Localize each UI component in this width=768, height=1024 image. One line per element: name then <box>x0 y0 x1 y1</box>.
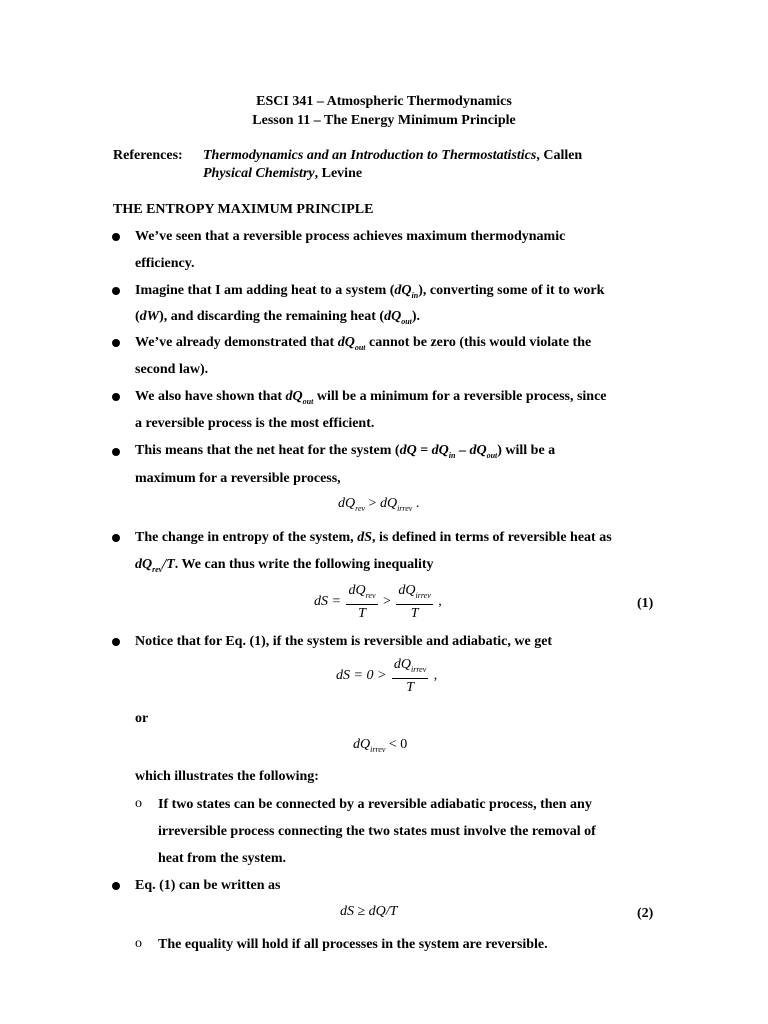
sub-bullet-1-line-3: heat from the system. <box>158 851 287 866</box>
bullet-6-line-2: $dQ_{rev}/T$. We can thus write the following inequality <box>135 557 434 574</box>
sub-bullet-icon: o <box>135 796 142 811</box>
bullet-2-line-1: Imagine that I am adding heat to a system $(dQ_{in})$, converting some of it to work <box>135 283 605 300</box>
equation-1: dS = $\frac{dQ_{rev}}{T}$ > $\frac{dQ_{irrev}}{T}$ , <box>314 583 442 621</box>
references-label: References: <box>113 148 183 163</box>
bullet-icon <box>112 393 120 401</box>
reference-2-title: Physical Chemistry <box>203 166 315 181</box>
reference-2-author: , Levine <box>314 166 363 181</box>
reference-1 <box>203 148 582 164</box>
bullet-icon <box>112 534 120 542</box>
equation-2: dS ≥ dQ/T <box>340 904 398 919</box>
bullet-1-line-2: efficiency. <box>135 256 195 271</box>
sub-bullet-2-text: The equality will hold if all processes in the system are reversible. <box>158 937 548 952</box>
page-title: ESCI 341 – Atmospheric Thermodynamics <box>256 94 512 109</box>
bullet-8-text: Eq. (1) can be written as <box>135 878 281 893</box>
section-heading: THE ENTROPY MAXIMUM PRINCIPLE <box>113 202 374 217</box>
reference-2 <box>203 166 362 182</box>
bullet-icon <box>112 287 120 295</box>
bullet-3-line-1: We’ve already demonstrated that $dQ_{out}$ cannot be zero (this would violate the <box>135 335 592 352</box>
bullet-6-line-1: The change in entropy of the system, dS, is defined in terms of reversible heat as <box>135 530 612 545</box>
bullet-7-text: Notice that for Eq. (1), if the system is reversible and adiabatic, we get <box>135 634 553 649</box>
bullet-2-line-2: (dW), and discarding the remaining heat $(dQ_{out})$. <box>135 309 421 326</box>
bullet-1-line-1: We’ve seen that a reversible process achieves maximum thermodynamic <box>135 229 566 244</box>
bullet-5-line-1: This means that the net heat for the system $(dQ = dQ_{in} - dQ_{out})$ will be a <box>135 443 556 460</box>
equation-adiabatic: dS = 0 > $\frac{dQ_{irrev}}{T}$ , <box>336 657 438 695</box>
or-text: or <box>135 711 149 726</box>
fraction: $\frac{dQ_{irrev}}{T}$ <box>398 583 431 621</box>
fraction: $\frac{dQ_{rev}}{T}$ <box>348 583 376 621</box>
bullet-5-line-2: maximum for a reversible process, <box>135 471 341 486</box>
sub-bullet-1-line-1: If two states can be connected by a reversible adiabatic process, then any <box>158 797 592 812</box>
bullet-3-line-2: second law). <box>135 362 209 377</box>
bullet-icon <box>112 448 120 456</box>
reference-1-title: Thermodynamics and an Introduction to Thermostatistics <box>203 148 537 163</box>
equation-irrev-negative: $dQ_{irrev} < 0$ <box>353 737 408 754</box>
bullet-4-line-2: a reversible process is the most efficient. <box>135 416 375 431</box>
bullet-4-line-1: We also have shown that $dQ_{out}$ will be a minimum for a reversible process, since <box>135 389 607 406</box>
reference-1-author: , Callen <box>536 148 583 163</box>
sub-bullet-1-line-2: irreversible process connecting the two states must involve the removal of <box>158 824 596 839</box>
fraction: $\frac{dQ_{irrev}}{T}$ <box>393 657 427 695</box>
inequality-rev-irrev: $dQ_{rev} > dQ_{irrev}$ . <box>338 496 420 513</box>
sub-bullet-icon: o <box>135 936 142 951</box>
lesson-title: Lesson 11 – The Energy Minimum Principle <box>252 113 516 128</box>
bullet-icon <box>112 638 120 646</box>
bullet-icon <box>112 882 120 890</box>
bullet-icon <box>112 233 120 241</box>
illustrates-text: which illustrates the following: <box>135 769 319 784</box>
equation-2-number: (2) <box>637 906 654 921</box>
equation-1-number: (1) <box>637 596 654 611</box>
bullet-icon <box>112 339 120 347</box>
